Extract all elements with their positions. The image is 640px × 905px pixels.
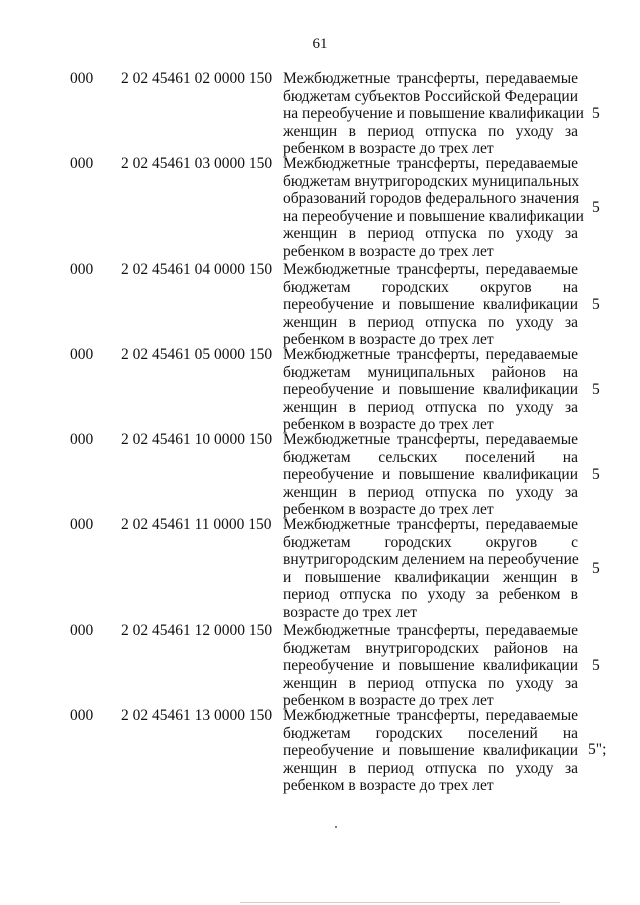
description-line: ребенком в возрасте до трех лет [283, 140, 494, 157]
table-row [0, 155, 640, 261]
percent-value: 5 [592, 199, 600, 216]
revenue-code: 2 02 45461 05 0000 150 [121, 346, 273, 363]
description-line: ребенком в возрасте до трех лет [283, 242, 494, 260]
table-row [0, 516, 640, 622]
revenue-description [283, 261, 578, 349]
revenue-description [283, 70, 584, 158]
revenue-description [283, 516, 578, 621]
description-line: ребенком в возрасте до трех лет [283, 692, 494, 709]
description-line: бюджетам субъектов Российской Федерации [283, 87, 578, 105]
description-line: образований городов федерального значения [283, 190, 580, 207]
revenue-code: 2 02 45461 04 0000 150 [121, 261, 273, 278]
description-line: Межбюджетные трансферты, передаваемые [283, 70, 578, 87]
revenue-table [0, 70, 640, 792]
description-line: переобучение и повышение квалификации [283, 466, 578, 483]
description-line: Межбюджетные трансферты, передаваемые [283, 346, 578, 363]
percent-value: 5"; [588, 741, 607, 758]
admin-code: 000 [70, 431, 94, 448]
scan-speck [335, 826, 337, 828]
table-row [0, 261, 640, 346]
description-line: бюджетам городских поселений на [283, 724, 578, 742]
description-line: Межбюджетные трансферты, передаваемые [283, 261, 578, 278]
description-line: ребенком в возрасте до трех лет [283, 331, 494, 348]
description-line: Межбюджетные трансферты, передаваемые [283, 622, 578, 639]
table-row [0, 622, 640, 707]
description-line: переобучение и повышение квалификации [283, 657, 578, 674]
description-line: Межбюджетные трансферты, передаваемые [283, 431, 578, 448]
revenue-code: 2 02 45461 11 0000 150 [121, 516, 272, 533]
description-line: Межбюджетные трансферты, передаваемые [283, 707, 578, 724]
table-row [0, 70, 640, 155]
description-line: бюджетам городских округов с [283, 533, 578, 551]
description-line: женщин в период отпуска по уходу за [283, 483, 578, 501]
revenue-code: 2 02 45461 02 0000 150 [121, 70, 273, 87]
description-line: женщин в период отпуска по уходу за [283, 225, 578, 242]
description-line: и повышение квалификации женщин в [283, 568, 578, 586]
description-line: бюджетам внутригородских муниципальных [283, 172, 580, 190]
description-line: период отпуска по уходу за ребенком в [283, 586, 578, 603]
description-line: женщин в период отпуска по уходу за [283, 398, 578, 416]
description-line: на переобучение и повышение квалификации [283, 105, 584, 122]
page-number: 61 [312, 36, 328, 52]
revenue-code: 2 02 45461 13 0000 150 [121, 707, 273, 724]
revenue-description [283, 707, 578, 795]
description-line: Межбюджетные трансферты, передаваемые [283, 155, 578, 172]
description-line: женщин в период отпуска по уходу за [283, 674, 578, 692]
description-line: ребенком в возрасте до трех лет [283, 501, 494, 518]
revenue-description [283, 622, 578, 710]
description-line: ребенком в возрасте до трех лет [283, 416, 494, 433]
admin-code: 000 [70, 707, 94, 724]
description-line: ребенком в возрасте до трех лет [283, 777, 494, 794]
admin-code: 000 [70, 261, 94, 278]
percent-value: 5 [592, 466, 600, 483]
admin-code: 000 [70, 516, 94, 533]
description-line: возрасте до трех лет [283, 603, 418, 621]
percent-value: 5 [592, 296, 600, 313]
description-line: Межбюджетные трансферты, передаваемые [283, 516, 578, 533]
admin-code: 000 [70, 70, 94, 87]
description-line: женщин в период отпуска по уходу за [283, 759, 578, 777]
revenue-code: 2 02 45461 03 0000 150 [121, 155, 273, 172]
description-line: женщин в период отпуска по уходу за [283, 122, 578, 140]
revenue-code: 2 02 45461 12 0000 150 [121, 622, 273, 639]
description-line: бюджетам сельских поселений на [283, 448, 578, 466]
description-line: переобучение и повышение квалификации [283, 381, 578, 398]
description-line: бюджетам внутригородских районов на [283, 639, 578, 657]
percent-value: 5 [592, 657, 600, 674]
page-bottom-edge [240, 902, 560, 903]
admin-code: 000 [70, 622, 94, 639]
description-line: на переобучение и повышение квалификации [283, 207, 584, 225]
table-row [0, 707, 640, 792]
table-row [0, 346, 640, 431]
description-line: бюджетам муниципальных районов на [283, 363, 578, 381]
description-line: бюджетам городских округов на [283, 278, 578, 296]
description-line: женщин в период отпуска по уходу за [283, 313, 578, 331]
percent-value: 5 [592, 381, 600, 398]
revenue-description [283, 346, 578, 434]
description-line: внутригородским делением на переобучение [283, 551, 579, 568]
revenue-code: 2 02 45461 10 0000 150 [121, 431, 273, 448]
admin-code: 000 [70, 346, 94, 363]
admin-code: 000 [70, 155, 94, 172]
revenue-description [283, 431, 578, 519]
description-line: переобучение и повышение квалификации [283, 296, 578, 313]
revenue-description [283, 155, 584, 260]
description-line: переобучение и повышение квалификации [283, 742, 578, 759]
percent-value: 5 [592, 560, 600, 577]
percent-value: 5 [592, 105, 600, 122]
table-row [0, 431, 640, 516]
